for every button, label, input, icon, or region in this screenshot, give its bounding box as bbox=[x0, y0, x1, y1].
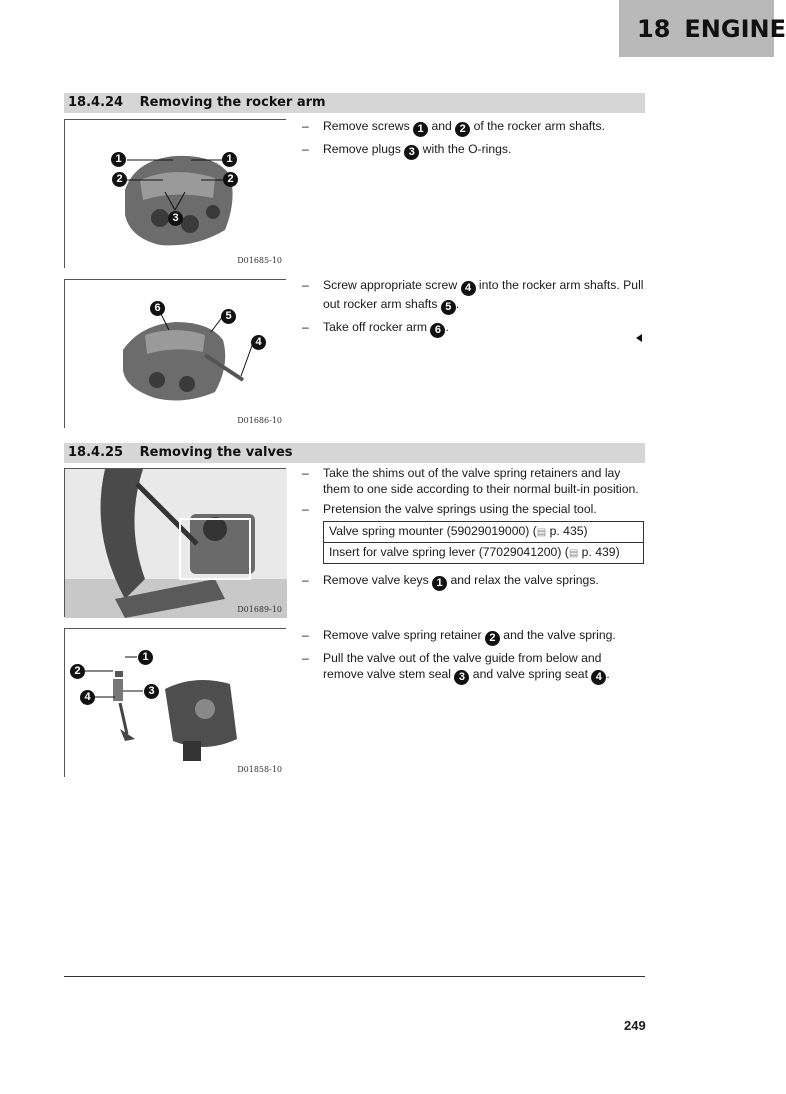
step-text: Take the shims out of the valve spring retainers and lay them to one side according to their normal built-in position. bbox=[323, 466, 639, 496]
step-text: Pull the valve out of the valve guide from below and remove valve stem seal bbox=[323, 651, 602, 681]
step bbox=[302, 627, 644, 646]
step-text: and the valve spring. bbox=[499, 628, 616, 642]
table-row bbox=[324, 522, 644, 543]
cylinder-head-illustration bbox=[65, 120, 287, 269]
dash: – bbox=[302, 142, 309, 156]
step bbox=[302, 319, 644, 338]
valve-parts-illustration bbox=[65, 629, 287, 778]
steps-group bbox=[302, 277, 644, 342]
dash: – bbox=[302, 573, 309, 587]
figure-valve-spring-tool bbox=[64, 468, 286, 617]
table-cell: Valve spring mounter (59029019000) (▤ p. 435) bbox=[324, 522, 644, 543]
section-heading bbox=[64, 93, 645, 113]
dash: – bbox=[302, 628, 309, 642]
step bbox=[302, 650, 644, 685]
callout-6: 6 bbox=[430, 323, 445, 338]
section-title: Removing the valves bbox=[139, 445, 293, 460]
dash: – bbox=[302, 466, 309, 480]
tool-name: Insert for valve spring lever (77029041200) bbox=[329, 545, 562, 559]
figure-valve-removal bbox=[64, 628, 286, 777]
section-title: Removing the rocker arm bbox=[139, 95, 326, 110]
figure-rocker-arm-shafts bbox=[64, 279, 286, 428]
step-text: Remove plugs bbox=[323, 142, 405, 156]
step-text: . bbox=[455, 297, 460, 311]
callout-3: 3 bbox=[168, 211, 183, 226]
step bbox=[302, 501, 644, 517]
steps-group bbox=[302, 627, 644, 689]
valve-spring-tool-photo bbox=[65, 469, 287, 618]
section-heading bbox=[64, 443, 645, 463]
callout-6: 6 bbox=[150, 301, 165, 316]
callout-1: 1 bbox=[432, 576, 447, 591]
dash: – bbox=[302, 119, 309, 133]
callout-3: 3 bbox=[454, 670, 469, 685]
callout-2: 2 bbox=[485, 631, 500, 646]
step-text: and relax the valve springs. bbox=[447, 573, 599, 587]
callout-2: 2 bbox=[455, 122, 470, 137]
callout-2: 2 bbox=[112, 172, 127, 187]
callout-2: 2 bbox=[223, 172, 238, 187]
step-text: with the O-rings. bbox=[419, 142, 512, 156]
callout-5: 5 bbox=[221, 309, 236, 324]
callout-2: 2 bbox=[70, 664, 85, 679]
chapter-number: 18 bbox=[637, 14, 671, 43]
step-text: Remove screws bbox=[323, 119, 414, 133]
step-text: of the rocker arm shafts. bbox=[470, 119, 605, 133]
chapter-tab bbox=[619, 0, 786, 57]
dash: – bbox=[302, 278, 309, 292]
step bbox=[302, 465, 644, 497]
step-text: . bbox=[606, 667, 610, 681]
figure-code: D01689-10 bbox=[237, 605, 282, 614]
step-text: and valve spring seat bbox=[469, 667, 592, 681]
callout-3: 3 bbox=[404, 145, 419, 160]
step-text: Screw appropriate screw bbox=[323, 278, 461, 292]
callout-4: 4 bbox=[591, 670, 606, 685]
dash: – bbox=[302, 320, 309, 334]
callout-5: 5 bbox=[441, 300, 456, 315]
steps-group bbox=[302, 465, 644, 595]
triangle-left-icon bbox=[636, 334, 642, 342]
cylinder-head-illustration bbox=[65, 280, 287, 429]
section-number: 18.4.24 bbox=[68, 95, 124, 110]
callout-1: 1 bbox=[138, 650, 153, 665]
callout-4: 4 bbox=[80, 690, 95, 705]
callout-1: 1 bbox=[222, 152, 237, 167]
chapter-title: ENGINE bbox=[684, 14, 786, 43]
figure-rocker-arm-screws bbox=[64, 119, 286, 268]
callout-1: 1 bbox=[111, 152, 126, 167]
callout-4: 4 bbox=[251, 335, 266, 350]
step bbox=[302, 572, 644, 591]
table-cell: Insert for valve spring lever (77029041200) (▤ p. 439) bbox=[324, 543, 644, 564]
book-icon: ▤ bbox=[568, 548, 579, 559]
step-text: Pretension the valve springs using the special tool. bbox=[323, 502, 597, 516]
callout-4: 4 bbox=[461, 281, 476, 296]
step-text: Take off rocker arm bbox=[323, 320, 431, 334]
figure-code: D01685-10 bbox=[237, 256, 282, 265]
book-icon: ▤ bbox=[536, 527, 547, 538]
section-number: 18.4.25 bbox=[68, 445, 124, 460]
dash: – bbox=[302, 502, 309, 516]
step-text: Remove valve spring retainer bbox=[323, 628, 485, 642]
callout-3: 3 bbox=[144, 684, 159, 699]
step bbox=[302, 118, 644, 137]
figure-code: D01858-10 bbox=[237, 765, 282, 774]
step bbox=[302, 277, 644, 315]
page-link[interactable]: p. 435 bbox=[549, 524, 584, 538]
table-row bbox=[324, 543, 644, 564]
step-text: Remove valve keys bbox=[323, 573, 433, 587]
special-tools-table bbox=[323, 521, 644, 564]
step bbox=[302, 141, 644, 160]
steps-group bbox=[302, 118, 644, 164]
figure-code: D01686-10 bbox=[237, 416, 282, 425]
footer-divider bbox=[64, 976, 645, 977]
callout-1: 1 bbox=[413, 122, 428, 137]
dash: – bbox=[302, 651, 309, 665]
step-text: and bbox=[428, 119, 456, 133]
step-text: into the rocker arm shafts. Pull out rocker arm shafts bbox=[323, 278, 644, 311]
tool-name: Valve spring mounter (59029019000) bbox=[329, 524, 530, 538]
page-link[interactable]: p. 439 bbox=[581, 545, 616, 559]
page-number: 249 bbox=[624, 1018, 646, 1033]
step-text: . bbox=[445, 320, 449, 334]
